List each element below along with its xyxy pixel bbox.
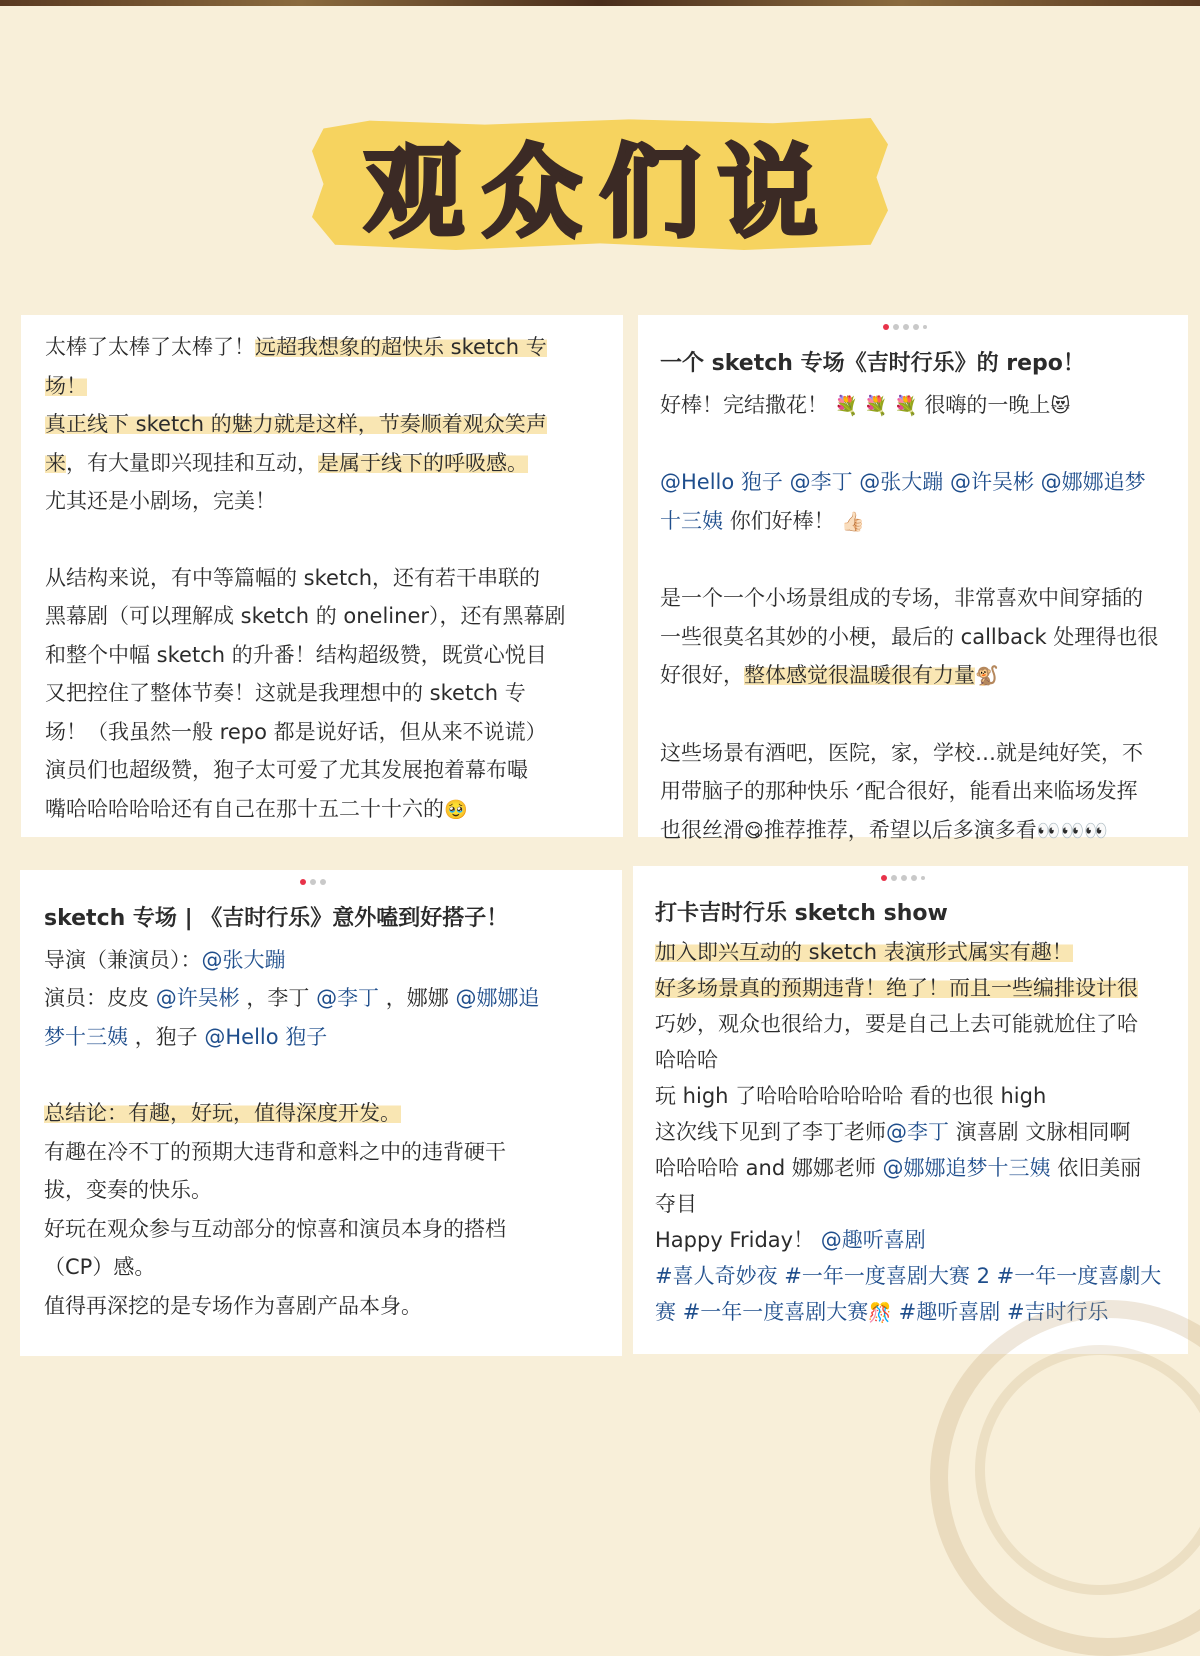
review-line bbox=[655, 1114, 1172, 1150]
mention-link[interactable]: @Hello 狍子 bbox=[660, 470, 783, 494]
bouquet-icon: 💐 💐 💐 bbox=[834, 394, 918, 417]
highlight-text: 来 bbox=[45, 450, 66, 475]
hashtag-link[interactable]: #喜人奇妙夜 bbox=[655, 1264, 778, 1288]
review-line: 又把控住了整体节奏！这就是我理想中的 sketch 专 bbox=[45, 681, 526, 705]
review-line: 有趣在冷不丁的预期大违背和意料之中的违背硬干 bbox=[44, 1139, 506, 1164]
highlight-text: 整体感觉很温暖很有力量 bbox=[744, 663, 975, 687]
review-line: 值得再深挖的是专场作为喜剧产品本身。 bbox=[44, 1293, 422, 1318]
highlight-text: 好多场景真的预期违背！绝了！而且一些编排设计很 bbox=[655, 976, 1138, 1000]
text: 哈哈哈哈 and 娜娜老师 bbox=[655, 1156, 876, 1180]
review-line: 拔，变奏的快乐。 bbox=[44, 1178, 212, 1202]
highlight-text: 场！ bbox=[45, 373, 87, 398]
review-line: 夺目 bbox=[655, 1192, 697, 1216]
review-line: 和整个中幅 sketch 的升番！结构超级赞，既赏心悦目 bbox=[45, 642, 547, 667]
review-card-3 bbox=[20, 870, 622, 1356]
mention-link[interactable]: @李丁 bbox=[789, 470, 853, 494]
carousel-dot[interactable] bbox=[320, 879, 326, 885]
section-title bbox=[312, 118, 888, 250]
review-line: 从结构来说，有中等篇幅的 sketch，还有若干串联的 bbox=[45, 565, 541, 590]
review-line bbox=[45, 405, 603, 444]
mention-link[interactable]: @趣听喜剧 bbox=[820, 1228, 926, 1252]
review-line bbox=[45, 790, 603, 830]
carousel-dot[interactable] bbox=[893, 324, 899, 330]
crying-face-icon: 🥹 bbox=[444, 798, 468, 821]
review-line: 场！（我虽然一般 repo 都是说好话，但从来不说谎） bbox=[45, 719, 547, 744]
review-line: 尤其还是小剧场，完美！ bbox=[45, 489, 276, 513]
review-title: sketch 专场 | 《吉时行乐》意外嗑到好搭子！ bbox=[44, 906, 509, 931]
review-card-4 bbox=[633, 866, 1188, 1354]
mention-link[interactable]: @娜娜追 bbox=[455, 986, 540, 1010]
review-line: 哈哈哈 bbox=[655, 1048, 718, 1072]
review-line bbox=[655, 1150, 1172, 1186]
review-line bbox=[44, 1018, 602, 1057]
mention-link[interactable]: @李丁 bbox=[886, 1120, 949, 1144]
heart-eyes-cat-icon: 😻 bbox=[1050, 394, 1071, 417]
review-line bbox=[45, 328, 603, 367]
text: ，狍子 bbox=[134, 1024, 198, 1049]
mention-link[interactable]: @娜娜追梦 bbox=[1040, 470, 1146, 494]
review-line bbox=[45, 367, 603, 406]
text: Happy Friday！ bbox=[655, 1228, 815, 1252]
text: 好很好， bbox=[660, 663, 744, 687]
review-line: 巧妙，观众也很给力，要是自己上去可能就尬住了哈 bbox=[655, 1012, 1138, 1036]
mention-link[interactable]: 十三姨 bbox=[660, 508, 723, 533]
review-line bbox=[655, 1258, 1172, 1294]
text: ，有大量即兴现挂和互动， bbox=[66, 450, 318, 475]
carousel-dots[interactable] bbox=[300, 879, 326, 885]
eyes-icon: 👀👀👀 bbox=[1036, 819, 1108, 842]
review-line bbox=[45, 444, 603, 483]
carousel-dots[interactable] bbox=[883, 324, 927, 330]
highlight-text: 是属于线下的呼吸感。 bbox=[318, 450, 528, 475]
mention-link[interactable]: @张大蹦 bbox=[201, 947, 286, 972]
mention-link[interactable]: @张大蹦 bbox=[859, 470, 944, 494]
text: 你们好棒！ bbox=[729, 508, 835, 533]
carousel-dot[interactable] bbox=[911, 875, 917, 881]
carousel-dot[interactable] bbox=[881, 875, 887, 881]
review-line bbox=[660, 656, 1170, 696]
highlight-text: 加入即兴互动的 sketch 表演形式属实有趣！ bbox=[655, 940, 1073, 964]
text: 嘴哈哈哈哈哈还有自己在那十五二十十六的 bbox=[45, 796, 444, 821]
review-card-2 bbox=[638, 315, 1188, 842]
carousel-dots[interactable] bbox=[881, 875, 925, 881]
review-card-1 bbox=[21, 315, 623, 837]
title-text: 观众们说 bbox=[364, 134, 836, 251]
review-line: （CP）感。 bbox=[44, 1255, 156, 1279]
text: 也很丝滑 bbox=[660, 817, 744, 842]
review-line: 演员们也超级赞，狍子太可爱了尤其发展抱着幕布嘬 bbox=[45, 758, 528, 782]
hashtag-link[interactable]: #一年一度喜劇大 bbox=[996, 1264, 1162, 1288]
review-line: 用带脑子的那种快乐 ᐟ配合很好，能看出来临场发挥 bbox=[660, 779, 1138, 803]
text: ，李丁 bbox=[246, 986, 310, 1010]
carousel-dot[interactable] bbox=[901, 875, 907, 881]
review-line bbox=[44, 1094, 602, 1133]
review-line bbox=[44, 979, 602, 1018]
review-line bbox=[655, 934, 1172, 970]
review-line: 这些场景有酒吧，医院，家，学校…就是纯好笑，不 bbox=[660, 740, 1143, 765]
thumbs-up-icon: 👍🏻 bbox=[841, 510, 866, 533]
review-line: 黑幕剧（可以理解成 sketch 的 oneliner），还有黑幕剧 bbox=[45, 604, 566, 628]
mention-link[interactable]: @李丁 bbox=[316, 986, 380, 1010]
carousel-dot[interactable] bbox=[310, 879, 316, 885]
text: 很嗨的一晚上 bbox=[924, 392, 1051, 417]
review-title: 一个 sketch 专场《吉时行乐》的 repo！ bbox=[660, 351, 1085, 376]
carousel-dot[interactable] bbox=[903, 324, 909, 330]
review-line bbox=[660, 463, 1170, 502]
review-line: 是一个一个小场景组成的专场，非常喜欢中间穿插的 bbox=[660, 586, 1143, 610]
review-line bbox=[44, 941, 602, 980]
mention-link[interactable]: 梦十三姨 bbox=[44, 1024, 128, 1049]
confetti-icon: 🎊 bbox=[868, 1302, 892, 1324]
review-line: 玩 high 了哈哈哈哈哈哈哈 看的也很 high bbox=[655, 1084, 1047, 1108]
review-line bbox=[655, 1222, 1172, 1258]
mention-link[interactable]: @许吴彬 bbox=[949, 470, 1034, 494]
review-line bbox=[660, 502, 1170, 542]
hashtag-link[interactable]: 赛 bbox=[655, 1300, 676, 1324]
review-line bbox=[660, 811, 1170, 851]
carousel-dot[interactable] bbox=[891, 875, 897, 881]
highlight-text: 远超我想象的超快乐 sketch 专 bbox=[255, 335, 547, 359]
carousel-dot[interactable] bbox=[883, 324, 889, 330]
yum-face-icon: 😋 bbox=[744, 819, 764, 842]
text: 推荐推荐，希望以后多演多看 bbox=[763, 817, 1037, 842]
carousel-dot[interactable] bbox=[300, 879, 306, 885]
text: 这次线下见到了李丁老师 bbox=[655, 1120, 886, 1144]
text: 演喜剧 文脉相同啊 bbox=[955, 1120, 1131, 1144]
review-line bbox=[655, 970, 1172, 1006]
highlight-text: 真正线下 sketch 的魅力就是这样，节奏顺着观众笑声 bbox=[45, 412, 547, 436]
text: 依旧美丽 bbox=[1057, 1156, 1142, 1180]
carousel-dot[interactable] bbox=[923, 325, 927, 329]
hashtag-link[interactable]: #趣听喜剧 bbox=[898, 1300, 1001, 1324]
monkey-icon: 🐒 bbox=[975, 665, 999, 687]
hashtag-link[interactable]: #吉时行乐 bbox=[1006, 1300, 1109, 1324]
hashtag-link[interactable]: #一年一度喜剧大赛 2 bbox=[784, 1264, 990, 1288]
highlight-text: 总结论：有趣，好玩，值得深度开发。 bbox=[44, 1101, 401, 1125]
text: 好棒！完结撒花！ bbox=[660, 392, 828, 417]
text: 演员：皮皮 bbox=[44, 986, 149, 1010]
text: ，娜娜 bbox=[385, 986, 449, 1010]
review-line: 一些很莫名其妙的小梗，最后的 callback 处理得也很 bbox=[660, 624, 1159, 649]
text: 太棒了太棒了太棒了！ bbox=[45, 335, 255, 359]
top-photo-strip bbox=[0, 0, 1200, 6]
review-line bbox=[660, 386, 1170, 426]
review-line: 好玩在观众参与互动部分的惊喜和演员本身的搭档 bbox=[44, 1216, 506, 1241]
review-title: 打卡吉时行乐 sketch show bbox=[655, 901, 948, 926]
mention-link[interactable]: @娜娜追梦十三姨 bbox=[882, 1156, 1051, 1180]
hashtag-link[interactable]: #一年一度喜剧大赛 bbox=[682, 1300, 869, 1324]
mention-link[interactable]: @许吴彬 bbox=[155, 986, 240, 1010]
carousel-dot[interactable] bbox=[921, 876, 925, 880]
carousel-dot[interactable] bbox=[913, 324, 919, 330]
text: 导演（兼演员）： bbox=[44, 947, 202, 972]
mention-link[interactable]: @Hello 狍子 bbox=[204, 1024, 328, 1049]
